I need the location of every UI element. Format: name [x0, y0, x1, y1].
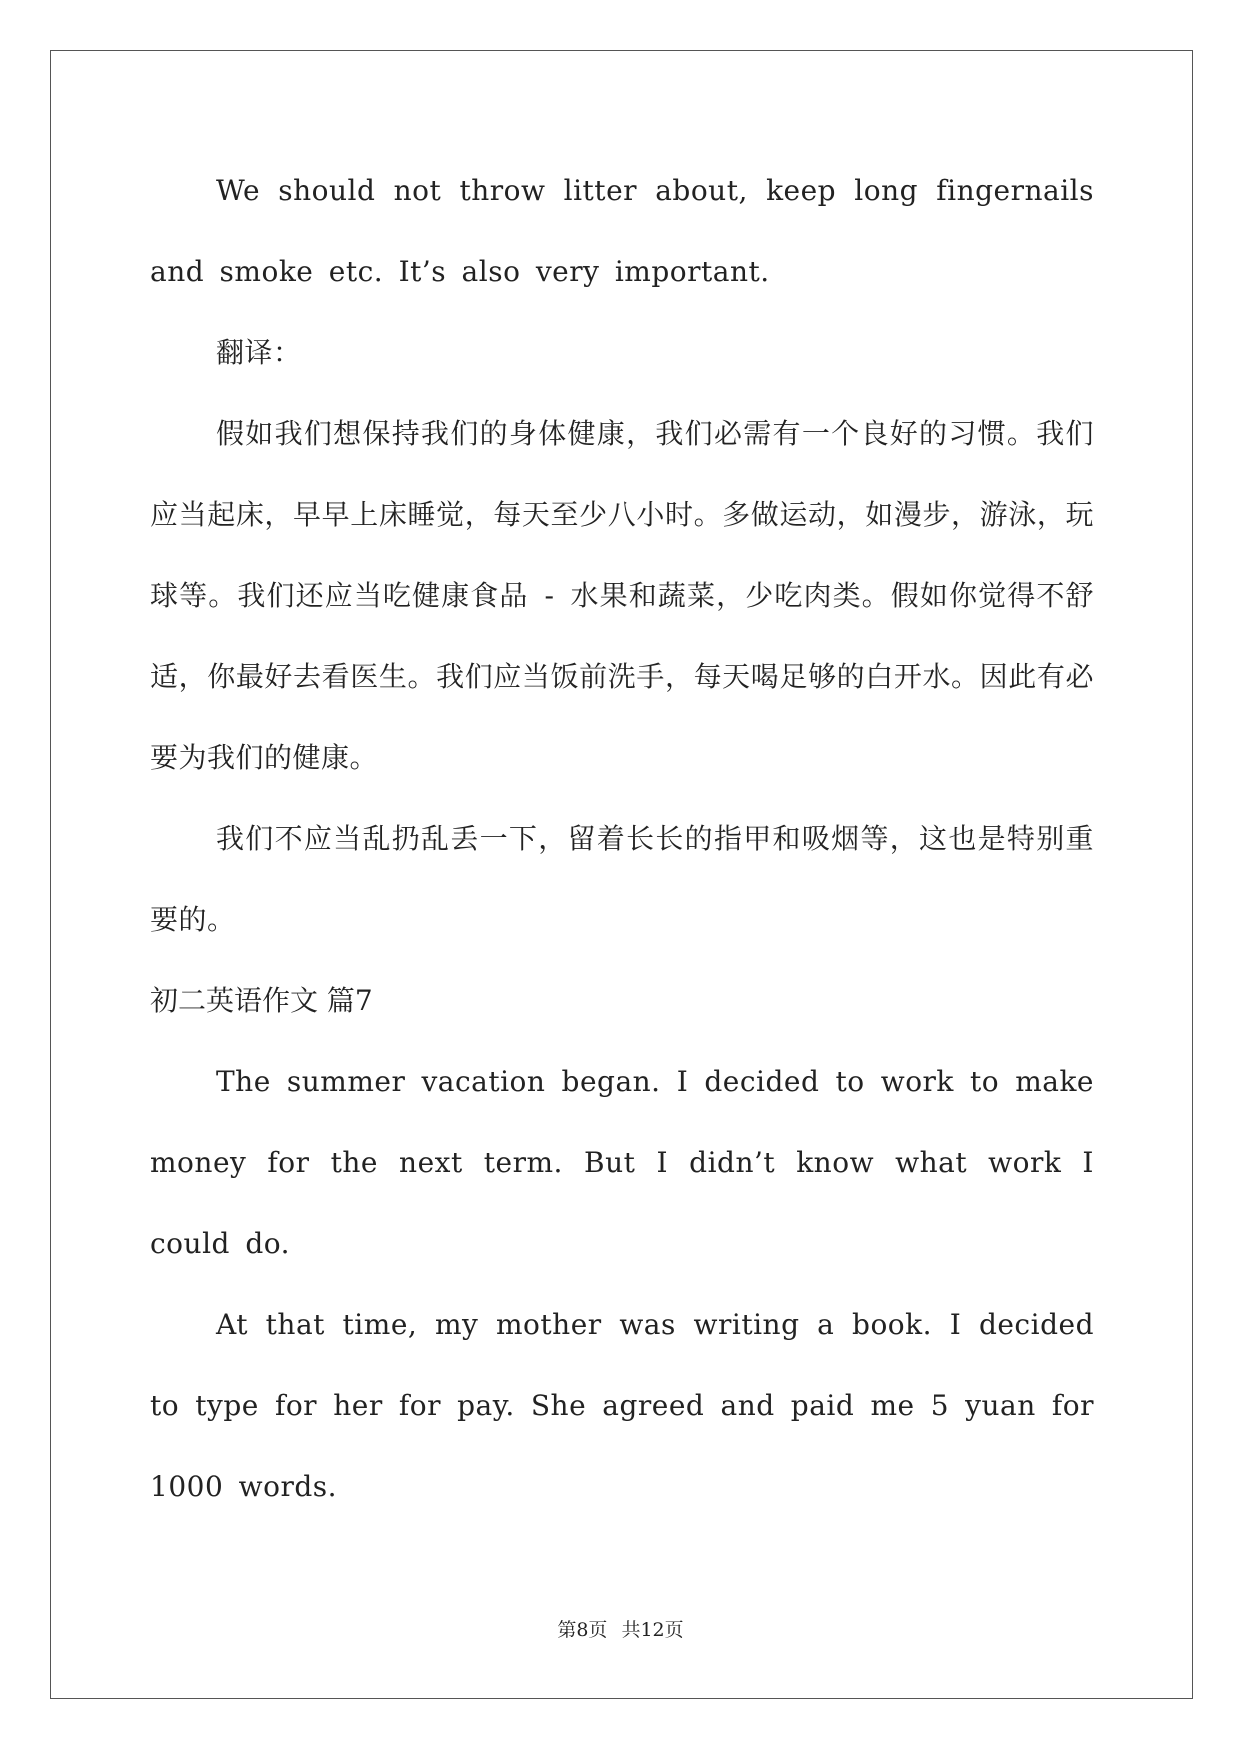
paragraph-typing-job: At that time, my mother was writing a book. I decided to type for her for pay. She agreed and paid me 5 yuan for 1000 words. [150, 1308, 1094, 1503]
document-body [150, 150, 1094, 1527]
page-footer [0, 1615, 1241, 1642]
translation-label: 翻译： [216, 336, 302, 369]
page-number: 第8页 [557, 1619, 608, 1641]
paragraph-chinese-conclusion: 我们不应当乱扔乱丢一下，留着长长的指甲和吸烟等，这也是特别重要的。 [150, 822, 1094, 936]
essay-heading: 初二英语作文 篇7 [150, 984, 373, 1017]
page-total: 共12页 [621, 1619, 684, 1641]
paragraph-chinese-translation: 假如我们想保持我们的身体健康，我们必需有一个良好的习惯。我们应当起床，早早上床睡觉，每天至少八小时。多做运动，如漫步，游泳，玩球等。我们还应当吃健康食品 - 水果和蔬菜，少吃肉类。假如你觉得不舒适，你最好去看医生。我们应当饭前洗手，每天喝足够的白开水。因此有必要为我们的健康。 [150, 417, 1094, 774]
paragraph-english-conclusion: We should not throw litter about, keep long fingernails and smoke etc. It’s also very important. [150, 174, 1094, 288]
paragraph-summer-vacation: The summer vacation began. I decided to work to make money for the next term. But I didn’t know what work I could do. [150, 1065, 1094, 1260]
